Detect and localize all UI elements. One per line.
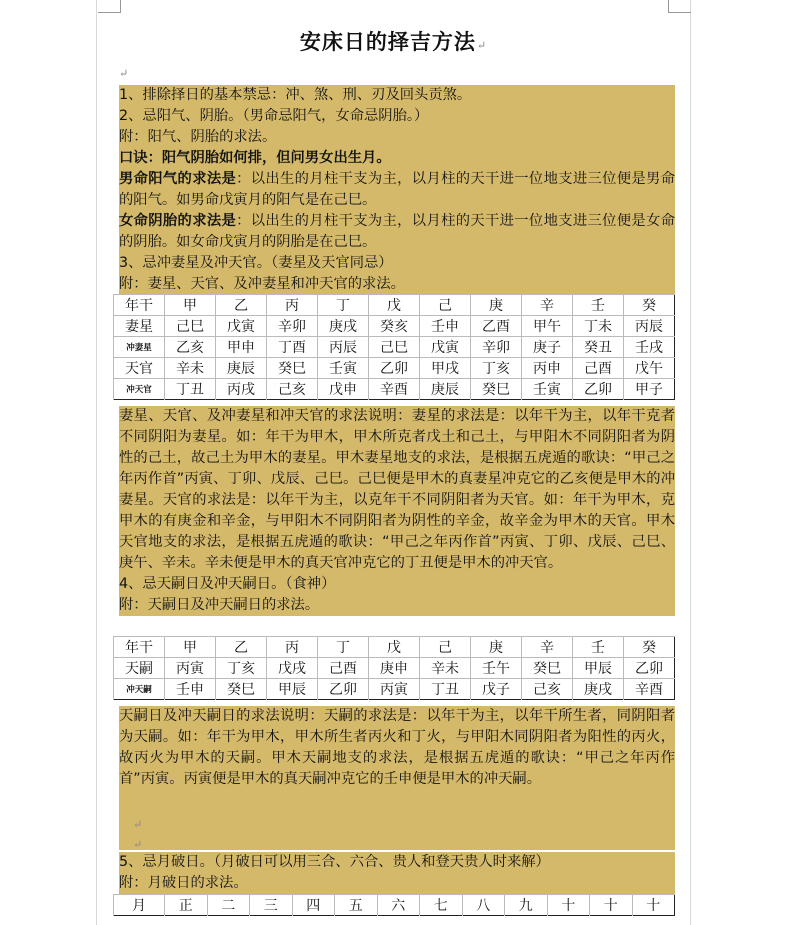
table-cell: 乙卯 — [624, 658, 675, 679]
table-row — [114, 379, 675, 400]
table-cell: 乙卯 — [369, 358, 420, 379]
table-cell: 乙 — [216, 295, 267, 316]
table-cell: 戊 — [369, 637, 420, 658]
table-cell: 丁丑 — [165, 379, 216, 400]
table-cell: 己酉 — [573, 358, 624, 379]
table-cell: 乙酉 — [471, 316, 522, 337]
yangqi-heading: 男命阳气的求法是 — [119, 171, 237, 187]
row-header-cell: 天官 — [114, 358, 165, 379]
table-cell: 丁未 — [573, 316, 624, 337]
table-cell: 庚戌 — [318, 316, 369, 337]
table-cell: 戊 — [369, 295, 420, 316]
section5-title: 5、忌月破日。（月破日可以用三合、六合、贵人和登天贵人时来解） — [119, 854, 550, 870]
table-cell: 癸 — [624, 295, 675, 316]
table-cell: 丙辰 — [318, 337, 369, 358]
table-cell: 丙 — [267, 295, 318, 316]
table-row — [114, 337, 675, 358]
table-cell: 癸 — [624, 637, 675, 658]
page-margin-left — [96, 0, 97, 925]
row-header-cell: 冲天官 — [114, 379, 165, 400]
table-cell: 辛 — [522, 637, 573, 658]
table-cell: 丙寅 — [165, 658, 216, 679]
table-cell: 戊戌 — [267, 658, 318, 679]
table-cell: 庚戌 — [573, 679, 624, 700]
highlight-block-rules — [119, 85, 675, 295]
yintai-text: ：以出生的月柱干支为主，以月柱的天干进一位地支进三位便是女命的阴胎。如女命戊寅月的阴胎是在己巳。 — [119, 213, 675, 250]
table-cell: 己 — [420, 637, 471, 658]
section5-appendix: 附：月破日的求法。 — [119, 875, 248, 891]
table-cell: 癸巳 — [522, 658, 573, 679]
yangqi-text: ：以出生的月柱干支为主，以月柱的天干进一位地支进三位便是男命的阳气。如男命戊寅月的阳气是在己巳。 — [119, 171, 675, 208]
table-cell: 甲辰 — [573, 658, 624, 679]
table-row — [114, 895, 675, 916]
table-row — [114, 658, 675, 679]
margin-corner-mark — [98, 0, 121, 13]
paragraph-mark: ↵ — [119, 67, 129, 80]
appendix-line: 附：阳气、阴胎的求法。 — [119, 129, 277, 145]
section4-appendix: 附：天嗣日及冲天嗣日的求法。 — [119, 597, 320, 613]
table-cell: 戊子 — [471, 679, 522, 700]
table-cell: 己 — [420, 295, 471, 316]
table-cell: 甲子 — [624, 379, 675, 400]
highlight-block-section5 — [119, 852, 675, 894]
table-cell: 二 — [207, 895, 250, 916]
table-cell: 十 — [547, 895, 590, 916]
table-cell: 九 — [505, 895, 548, 916]
yintai-heading: 女命阴胎的求法是 — [119, 213, 237, 229]
row-header-cell: 年干 — [114, 637, 165, 658]
table-cell: 十 — [632, 895, 675, 916]
table-cell: 辛未 — [420, 658, 471, 679]
table-cell: 己巳 — [165, 316, 216, 337]
table-cell: 甲戌 — [420, 358, 471, 379]
table-cell: 壬 — [573, 637, 624, 658]
table-cell: 壬寅 — [522, 379, 573, 400]
table-cell: 癸丑 — [573, 337, 624, 358]
yangqi-paragraph — [119, 169, 675, 211]
table-cell: 壬申 — [165, 679, 216, 700]
table-cell: 癸亥 — [369, 316, 420, 337]
paragraph-mark: ↵ — [133, 838, 143, 851]
table-cell: 壬 — [573, 295, 624, 316]
table-wife-star-official — [113, 294, 675, 400]
table-cell: 五 — [335, 895, 378, 916]
table-cell: 四 — [292, 895, 335, 916]
table-cell: 壬申 — [420, 316, 471, 337]
table-cell: 癸巳 — [216, 679, 267, 700]
table-cell: 乙 — [216, 637, 267, 658]
section3-appendix: 附：妻星、天官、及冲妻星和冲天官的求法。 — [119, 276, 405, 292]
table-cell: 三 — [250, 895, 293, 916]
margin-corner-mark — [668, 0, 691, 13]
table-cell: 庚申 — [369, 658, 420, 679]
table-cell: 戊申 — [318, 379, 369, 400]
paragraph-mark: ↵ — [133, 818, 143, 831]
page-margin-right — [690, 0, 691, 925]
table-cell: 己酉 — [318, 658, 369, 679]
table-cell: 戊寅 — [216, 316, 267, 337]
table-cell: 辛酉 — [369, 379, 420, 400]
table-tian-si — [113, 636, 675, 700]
table-cell: 甲 — [165, 295, 216, 316]
table-cell: 己亥 — [522, 679, 573, 700]
table-cell: 六 — [377, 895, 420, 916]
table-row — [114, 295, 675, 316]
table-cell: 庚 — [471, 295, 522, 316]
table-row — [114, 637, 675, 658]
table-cell: 丁 — [318, 295, 369, 316]
table-cell: 庚辰 — [420, 379, 471, 400]
table-cell: 丙寅 — [369, 679, 420, 700]
table-cell: 甲 — [165, 637, 216, 658]
table-cell: 丙申 — [522, 358, 573, 379]
table-cell: 甲午 — [522, 316, 573, 337]
section4-title: 4、忌天嗣日及冲天嗣日。（食神） — [119, 576, 336, 592]
table-month-break — [113, 894, 675, 916]
document-title: 安床日的择吉方法↵ — [299, 29, 488, 54]
table-cell: 丁丑 — [420, 679, 471, 700]
table-cell: 癸巳 — [471, 379, 522, 400]
table-cell: 八 — [462, 895, 505, 916]
table-cell: 癸巳 — [267, 358, 318, 379]
row-header-cell: 妻星 — [114, 316, 165, 337]
row-header-cell: 天嗣 — [114, 658, 165, 679]
table-cell: 乙亥 — [165, 337, 216, 358]
table-row — [114, 316, 675, 337]
table-cell: 丙 — [267, 637, 318, 658]
highlight-gap — [119, 818, 675, 850]
explanation-2-paragraph: 天嗣日及冲天嗣日的求法说明：天嗣的求法是：以年干为主，以年干所生者，同阴阳者为天嗣。如：年干为甲木，甲木所生者丙火和丁火，与甲阳木同阴阳者为阳性的丙火，故丙火为甲木的天嗣。甲木天嗣地支的求法，是根据五虎遁的歌诀：“甲己之年丙作首”丙寅。丙寅便是甲木的真天嗣冲克它的壬申便是甲木的冲天嗣。 — [119, 708, 675, 787]
highlight-block-explanation-1 — [119, 406, 675, 616]
table-cell: 庚子 — [522, 337, 573, 358]
table-cell: 庚 — [471, 637, 522, 658]
table-cell: 丁亥 — [471, 358, 522, 379]
table-cell: 戊寅 — [420, 337, 471, 358]
table-row — [114, 358, 675, 379]
table-cell: 辛酉 — [624, 679, 675, 700]
table-cell: 辛 — [522, 295, 573, 316]
table-cell: 丙戌 — [216, 379, 267, 400]
table-row — [114, 679, 675, 700]
table-cell: 壬戌 — [624, 337, 675, 358]
rule-line-1: 1、排除择日的基本禁忌：冲、煞、刑、刃及回头贡煞。 — [119, 87, 472, 103]
table-cell: 正 — [165, 895, 208, 916]
table-cell: 七 — [420, 895, 463, 916]
table-cell: 壬寅 — [318, 358, 369, 379]
table-cell: 辛未 — [165, 358, 216, 379]
highlight-block-explanation-2 — [119, 706, 675, 818]
table-cell: 丁 — [318, 637, 369, 658]
table-cell: 丁亥 — [216, 658, 267, 679]
rule-line-2: 2、忌阳气、阴胎。（男命忌阳气，女命忌阴胎。） — [119, 108, 429, 124]
section3-title: 3、忌冲妻星及冲天官。（妻星及天官同忌） — [119, 255, 393, 271]
table-cell: 己亥 — [267, 379, 318, 400]
row-header-cell: 月 — [114, 895, 165, 916]
table-cell: 辛卯 — [267, 316, 318, 337]
table-cell: 己巳 — [369, 337, 420, 358]
row-header-cell: 冲天嗣 — [114, 679, 165, 700]
table-cell: 戊午 — [624, 358, 675, 379]
mnemonic-line: 口诀：阳气阴胎如何排，但问男女出生月。 — [119, 150, 391, 166]
table-cell: 庚辰 — [216, 358, 267, 379]
table-cell: 甲申 — [216, 337, 267, 358]
table-cell: 壬午 — [471, 658, 522, 679]
table-cell: 辛卯 — [471, 337, 522, 358]
explanation-1-paragraph: 妻星、天官、及冲妻星和冲天官的求法说明：妻星的求法是：以年干为主，以年干克者不同阴阳为妻星。如：年干为甲木，甲木所克者戊土和己土，与甲阳木不同阴阳者为阴性的己土，故己土为甲木的妻星。甲木妻星地支的求法，是根据五虎遁的歌诀：“甲己之年丙作首”丙寅、丁卯、戊辰、己巳。己巳便是甲木的真妻星冲克它的乙亥便是甲木的冲妻星。天官的求法是：以年干为主，以克年干不同阴阳者为天官。如：年干为甲木，克甲木的有庚金和辛金，与甲阳木不同阴阳者为阴性的辛金，故辛金为甲木的天官。甲木天官地支的求法，是根据五虎遁的歌诀：“甲己之年丙作首”丙寅、丁卯、戊辰、己巳、庚午、辛未。辛未便是甲木的真天官冲克它的丁丑便是甲木的冲天官。 — [119, 408, 675, 571]
table-cell: 乙卯 — [318, 679, 369, 700]
row-header-cell: 年干 — [114, 295, 165, 316]
table-cell: 甲辰 — [267, 679, 318, 700]
yintai-paragraph — [119, 211, 675, 253]
table-cell: 丙辰 — [624, 316, 675, 337]
table-cell: 十 — [590, 895, 633, 916]
table-cell: 丁酉 — [267, 337, 318, 358]
table-cell: 乙卯 — [573, 379, 624, 400]
row-header-cell: 冲妻星 — [114, 337, 165, 358]
